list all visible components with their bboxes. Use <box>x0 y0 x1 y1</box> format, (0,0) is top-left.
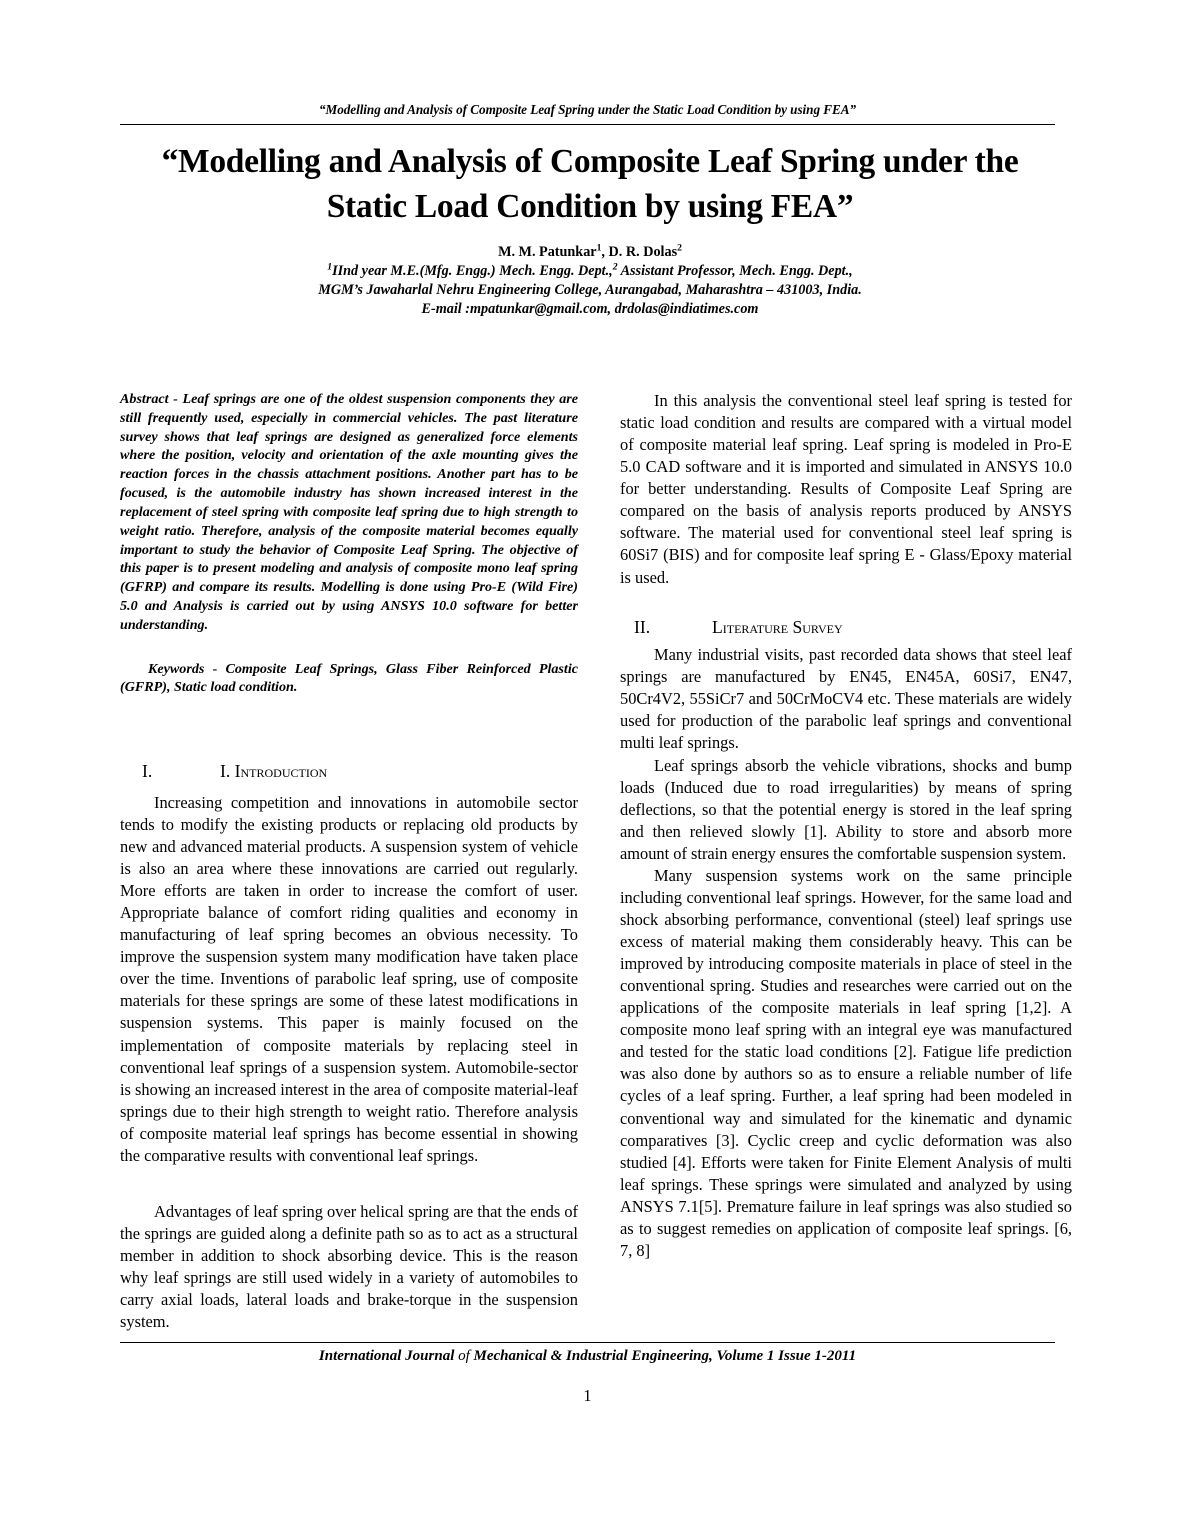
keywords-paragraph: Keywords - Composite Leaf Springs, Glass Fiber Reinforced Plastic (GFRP), Static load condition. <box>120 660 578 696</box>
title-line-2: Static Load Condition by using FEA” <box>326 187 854 225</box>
intro-paragraph-2: Advantages of leaf spring over helical spring are that the ends of the springs are guided along a definite path so as to act as a structural member in addition to shock absorbing device. This is the reason why leaf springs are still used widely in a variety of automobiles to carry axial loads, lateral loads and brake-torque in the suspension system. <box>120 1201 578 1332</box>
page-number: 1 <box>583 1386 592 1405</box>
affiliation-2-text: Assistant Professor, Mech. Engg. Dept., <box>617 262 853 279</box>
literature-paragraph-1: Many industrial visits, past recorded data shows that steel leaf springs are manufactured by EN45, EN45A, 60Si7, EN47, 50Cr4V2, 55SiCr7 and 50CrMoCV4 etc. These materials are widely used for production of the parabolic leaf springs and conventional multi leaf springs. <box>620 645 1072 753</box>
author-2-superscript: 2 <box>677 242 682 254</box>
header-divider <box>120 124 1055 125</box>
title-line-1: “Modelling and Analysis of Composite Leaf Spring under the <box>161 143 1019 180</box>
affiliation-1-superscript: 1 <box>327 261 333 273</box>
footer-journal-name: International Journal <box>318 1348 459 1364</box>
footer-citation <box>120 1348 1055 1365</box>
running-head: “Modelling and Analysis of Composite Leaf Spring under the Static Load Condition by using FEA” <box>318 102 857 117</box>
page-title <box>135 140 1045 229</box>
author-2-name: , D. R. Dolas <box>601 244 678 260</box>
author-block <box>135 243 1045 319</box>
footer-of-word: of <box>458 1348 470 1364</box>
section-heading-introduction <box>120 759 578 784</box>
section-number-1: I. <box>142 761 153 782</box>
intro-paragraph-1: Increasing competition and innovations in automobile sector tends to modify the existing products or replacing old products by new and advanced material products. A suspension system of vehicle is also an area where these innovations are carried out regularly. More efforts are taken in order to increase the comfort of user. Appropriate balance of comfort riding qualities and economy in manufacturing of leaf spring becomes an obvious necessity. To improve the suspension system many modification have taken place over the time. Inventions of parabolic leaf spring, use of composite materials for these springs are some of these latest modifications in suspension systems. This paper is mainly focused on the implementation of composite materials by replacing steel in conventional leaf springs of a suspension system. Automobile-sector is showing an increased interest in the area of composite material-leaf springs due to their high strength to weight ratio. Therefore analysis of composite material leaf springs has become essential in showing the comparative results with conventional leaf springs. <box>120 792 578 1165</box>
section-number-2: II. <box>634 616 651 637</box>
footer-journal-issue: Mechanical & Industrial Engineering, Volume 1 Issue 1-2011 <box>469 1348 857 1364</box>
footer-divider <box>120 1342 1055 1343</box>
analysis-paragraph: In this analysis the conventional steel leaf spring is tested for static load condition and results are compared with a virtual model of composite material leaf spring. Leaf spring is modeled in Pro-E 5.0 CAD software and it is imported and simulated in ANSYS 10.0 for better understanding. Results of Composite Leaf Spring are compared on the basis of analysis reports produced by ANSYS software. The material used for conventional steel leaf spring is 60Si7 (BIS) and for composite leaf spring E - Glass/Epoxy material is used. <box>620 391 1072 587</box>
section-title-1: I. Introduction <box>220 761 328 782</box>
abstract-paragraph: Abstract - Leaf springs are one of the oldest suspension components they are still frequently used, especially in commercial vehicles. The past literature survey shows that leaf springs are designed as generalized force elements where the position, velocity and orientation of the axle mounting gives the reaction forces in the chassis attachment positions. Another part has to be focused, is the automobile industry has shown increased interest in the replacement of steel spring with composite leaf spring due to high strength to weight ratio. Therefore, analysis of the composite material becomes equally important to study the behavior of Composite Leaf Spring. The objective of this paper is to present modeling and analysis of composite mono leaf spring (GFRP) and compare its results. Modelling is done using Pro-E (Wild Fire) 5.0 and Analysis is carried out by using ANSYS 10.0 software for better understanding. <box>120 391 578 633</box>
author-1-name: M. M. Patunkar <box>498 244 597 260</box>
literature-paragraph-2: Leaf springs absorb the vehicle vibrations, shocks and bump loads (Induced due to road irregularities) by means of spring deflections, so that the potential energy is stored in the leaf spring and then relieved slowly [1]. Ability to store and absorb more amount of strain energy ensures the comfortable suspension system. <box>620 755 1072 863</box>
author-1-superscript: 1 <box>596 242 602 254</box>
affiliation-1-text: IInd year M.E.(Mfg. Engg.) Mech. Engg. Dept., <box>332 262 613 279</box>
email-line: E-mail :mpatunkar@gmail.com, drdolas@indiatimes.com <box>421 300 759 317</box>
affiliation-2-superscript: 2 <box>612 261 618 273</box>
affiliation-line-2: MGM’s Jawaharlal Nehru Engineering College, Aurangabad, Maharashtra – 431003, India. <box>318 281 862 298</box>
right-column <box>620 390 1072 1262</box>
section-heading-literature-survey <box>620 615 1072 640</box>
left-column <box>120 390 578 1333</box>
affiliation-line-1 <box>135 262 1045 281</box>
section-title-2: Literature Survey <box>712 616 843 637</box>
literature-paragraph-3: Many suspension systems work on the same principle including conventional leaf springs. However, for the same load and shock absorbing performance, conventional (steel) leaf springs use excess of material making them considerably heavy. This can be improved by introducing composite materials in place of steel in the conventional spring. Studies and researches were carried out on the applications of the composite materials in leaf spring [1,2]. A composite mono leaf spring with an integral eye was manufactured and tested for the static load conditions [2]. Fatigue life prediction was also done by authors so as to ensure a reliable number of life cycles of a leaf spring. Further, a leaf spring had been modeled in conventional way and simulated for the kinematic and dynamic comparatives [3]. Cyclic creep and cyclic deformation was also studied [4]. Efforts were taken for Finite Element Analysis of multi leaf springs. These springs were simulated and analyzed by using ANSYS 7.1[5]. Premature failure in leaf springs was also studied so as to suggest remedies on application of composite leaf springs. [6, 7, 8] <box>620 865 1072 1260</box>
author-names <box>135 243 1045 262</box>
